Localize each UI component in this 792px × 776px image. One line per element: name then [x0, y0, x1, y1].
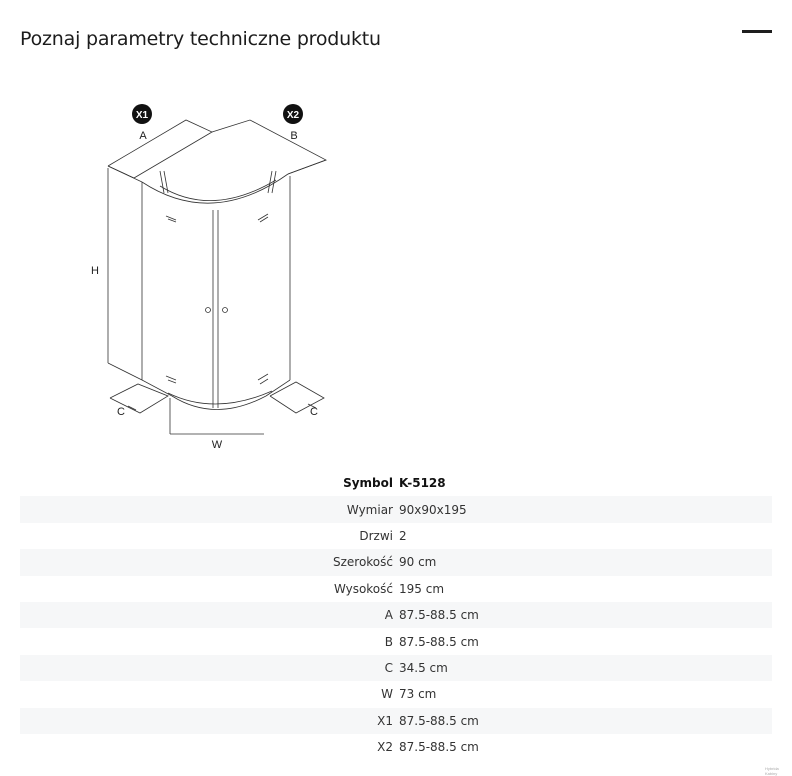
spec-key: Wysokość: [333, 581, 393, 596]
spec-row: [20, 523, 772, 549]
label-c-left: C: [117, 406, 125, 418]
handle-left: [206, 308, 211, 313]
label-x2: X2: [286, 110, 300, 121]
label-h: H: [91, 265, 99, 277]
spec-key: X1: [20, 708, 399, 734]
spec-value: 87.5-88.5 cm: [399, 602, 772, 628]
spec-row: [20, 496, 772, 522]
spec-key: Szerokość: [20, 549, 399, 575]
spec-value: 195 cm: [399, 581, 445, 596]
spec-value: 34.5 cm: [399, 655, 772, 681]
spec-value: 73 cm: [399, 687, 437, 702]
label-a: A: [139, 130, 147, 142]
spec-table: [20, 470, 772, 760]
spec-row: [20, 470, 772, 496]
label-b: B: [290, 130, 298, 142]
spec-row: [20, 602, 772, 628]
spec-value: 87.5-88.5 cm: [399, 634, 479, 649]
spec-row: [20, 708, 772, 734]
spec-value: 2: [399, 528, 407, 543]
spec-key: Drzwi: [359, 528, 393, 543]
spec-key: C: [20, 655, 399, 681]
spec-value: K-5128: [399, 476, 446, 491]
bottom-tray-right: [266, 380, 290, 396]
spec-key: X2: [377, 740, 393, 755]
label-c-right: C: [310, 406, 318, 418]
spec-row: [20, 734, 772, 760]
spec-row: [20, 681, 772, 707]
spec-key: Wymiar: [20, 496, 399, 522]
spec-row: [20, 549, 772, 575]
spec-value: 90x90x195: [399, 496, 772, 522]
label-w: W: [211, 439, 223, 451]
spec-value: 90 cm: [399, 549, 772, 575]
bottom-tray-left: [108, 363, 172, 396]
watermark: Hybrida Kabiny: [765, 766, 779, 776]
spec-value: 87.5-88.5 cm: [399, 740, 479, 755]
shower-dimension-diagram: [80, 98, 340, 458]
spec-row: [20, 655, 772, 681]
spec-row: [20, 576, 772, 602]
spec-row: [20, 628, 772, 654]
spec-key: B: [384, 634, 393, 649]
spec-key: Symbol: [343, 476, 393, 491]
spec-value: 87.5-88.5 cm: [399, 708, 772, 734]
label-x1: X1: [135, 110, 149, 121]
spec-key: W: [381, 687, 393, 702]
top-frame-left: [108, 120, 212, 178]
menu-icon[interactable]: [742, 30, 772, 33]
page-title: Poznaj parametry techniczne produktu: [20, 28, 381, 50]
handle-right: [223, 308, 228, 313]
spec-key: A: [20, 602, 399, 628]
